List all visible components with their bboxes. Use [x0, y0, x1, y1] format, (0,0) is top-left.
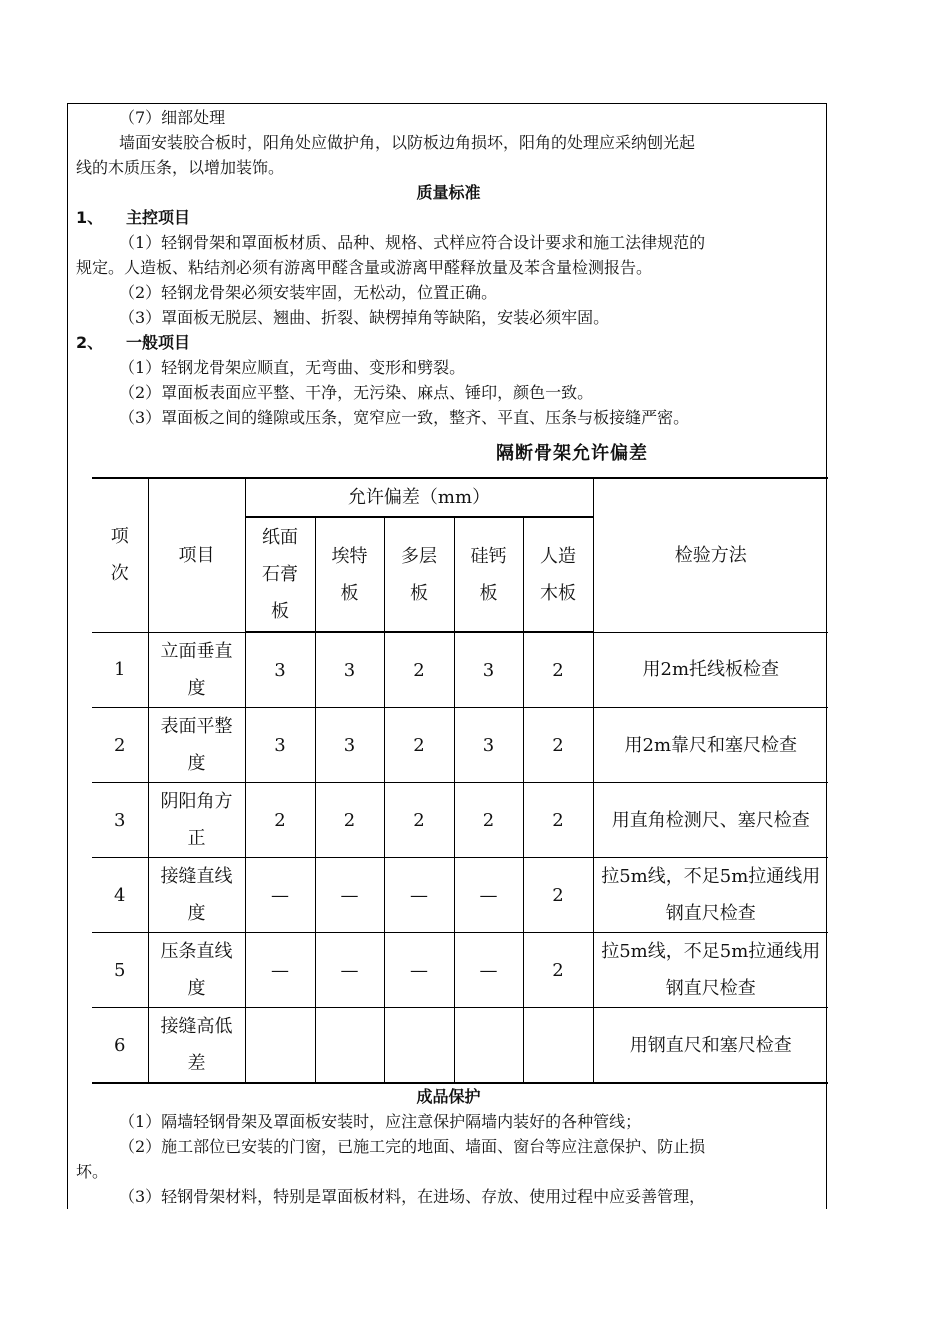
header-tolerance: 允许偏差（mm）	[245, 478, 593, 517]
table-row	[92, 632, 828, 708]
row-value-3	[384, 1008, 454, 1084]
tolerance-table	[92, 477, 828, 1084]
general-label: 一般项目	[126, 333, 191, 352]
main-control-number: 1、	[76, 208, 104, 227]
row-value-4: —	[454, 933, 523, 1008]
main-item2: （2）轻钢龙骨架必须安装牢固，无松动，位置正确。	[119, 283, 498, 302]
row-value-5: 2	[523, 708, 593, 783]
header-material-2: 埃特板	[315, 517, 384, 632]
row-seq: 4	[92, 858, 148, 933]
row-value-3: 2	[384, 783, 454, 858]
header-material-3: 多层板	[384, 517, 454, 632]
detail-paragraph-line2: 线的木质压条，以增加装饰。	[76, 158, 285, 177]
row-value-3: 2	[384, 708, 454, 783]
row-seq: 6	[92, 1008, 148, 1084]
general-item2: （2）罩面板表面应平整、干净，无污染、麻点、锤印，颜色一致。	[119, 383, 594, 402]
row-item: 阴阳角方正	[148, 783, 245, 858]
row-value-5: 2	[523, 858, 593, 933]
protection-item2-line1: （2）施工部位已安装的门窗，已施工完的地面、墙面、窗台等应注意保护、防止损	[119, 1137, 706, 1156]
row-value-3: —	[384, 858, 454, 933]
row-value-4: 2	[454, 783, 523, 858]
row-value-2: —	[315, 933, 384, 1008]
protection-item1: （1）隔墙轻钢骨架及罩面板安装时，应注意保护隔墙内装好的各种管线；	[119, 1112, 642, 1131]
row-seq: 1	[92, 632, 148, 708]
main-item1-line1: （1）轻钢骨架和罩面板材质、品种、规格、式样应符合设计要求和施工法律规范的	[119, 233, 706, 252]
row-value-2: 3	[315, 708, 384, 783]
general-heading	[76, 330, 821, 355]
row-value-3: —	[384, 933, 454, 1008]
header-seq: 项次	[92, 478, 148, 632]
general-item1: （1）轻钢龙骨架应顺直，无弯曲、变形和劈裂。	[119, 358, 466, 377]
table-title: 隔断骨架允许偏差	[496, 443, 648, 464]
header-material-1: 纸面石膏板	[245, 517, 315, 632]
table-row	[92, 858, 828, 933]
row-item: 表面平整度	[148, 708, 245, 783]
row-method: 拉5m线，不足5m拉通线用钢直尺检查	[593, 933, 828, 1008]
row-seq: 3	[92, 783, 148, 858]
row-method: 用2m靠尺和塞尺检查	[593, 708, 828, 783]
row-value-1: 3	[245, 632, 315, 708]
header-method: 检验方法	[593, 478, 828, 632]
detail-item7: （7）细部处理	[119, 108, 226, 127]
row-item: 立面垂直度	[148, 632, 245, 708]
row-value-1: —	[245, 933, 315, 1008]
general-item3: （3）罩面板之间的缝隙或压条，宽窄应一致，整齐、平直、压条与板接缝严密。	[119, 408, 690, 427]
row-seq: 5	[92, 933, 148, 1008]
table-row	[92, 933, 828, 1008]
row-value-4	[454, 1008, 523, 1084]
main-item1-line2: 规定。人造板、粘结剂必须有游离甲醛含量或游离甲醛释放量及苯含量检测报告。	[76, 258, 653, 277]
protection-title: 成品保护	[416, 1087, 481, 1106]
protection-item2-line2: 坏。	[76, 1162, 109, 1181]
row-value-1	[245, 1008, 315, 1084]
row-value-2: 3	[315, 632, 384, 708]
row-item: 接缝直线度	[148, 858, 245, 933]
row-value-5: 2	[523, 933, 593, 1008]
detail-paragraph-line1: 墙面安装胶合板时，阳角处应做护角，以防板边角损坏，阳角的处理应采纳刨光起	[119, 133, 696, 152]
main-item3: （3）罩面板无脱层、翘曲、折裂、缺楞掉角等缺陷，安装必须牢固。	[119, 308, 610, 327]
row-item: 压条直线度	[148, 933, 245, 1008]
row-value-5	[523, 1008, 593, 1084]
row-value-3: 2	[384, 632, 454, 708]
row-seq: 2	[92, 708, 148, 783]
row-value-2: 2	[315, 783, 384, 858]
header-item: 项目	[148, 478, 245, 632]
table-row	[92, 783, 828, 858]
protection-item3: （3）轻钢骨架材料，特别是罩面板材料，在进场、存放、使用过程中应妥善管理，	[119, 1187, 706, 1206]
row-value-1: —	[245, 858, 315, 933]
row-method: 拉5m线，不足5m拉通线用钢直尺检查	[593, 858, 828, 933]
header-material-4: 硅钙板	[454, 517, 523, 632]
table-row	[92, 1008, 828, 1084]
row-method: 用直角检测尺、塞尺检查	[593, 783, 828, 858]
row-value-2: —	[315, 858, 384, 933]
header-material-5: 人造木板	[523, 517, 593, 632]
row-value-4: 3	[454, 632, 523, 708]
row-value-4: 3	[454, 708, 523, 783]
row-value-1: 3	[245, 708, 315, 783]
table-row	[92, 708, 828, 783]
general-number: 2、	[76, 333, 104, 352]
row-value-5: 2	[523, 632, 593, 708]
main-control-label: 主控项目	[126, 208, 191, 227]
row-value-2	[315, 1008, 384, 1084]
row-value-1: 2	[245, 783, 315, 858]
row-item: 接缝高低差	[148, 1008, 245, 1084]
row-value-4: —	[454, 858, 523, 933]
main-control-heading	[76, 205, 821, 230]
quality-title: 质量标准	[416, 183, 481, 202]
row-method: 用钢直尺和塞尺检查	[593, 1008, 828, 1084]
row-method: 用2m托线板检查	[593, 632, 828, 708]
row-value-5: 2	[523, 783, 593, 858]
